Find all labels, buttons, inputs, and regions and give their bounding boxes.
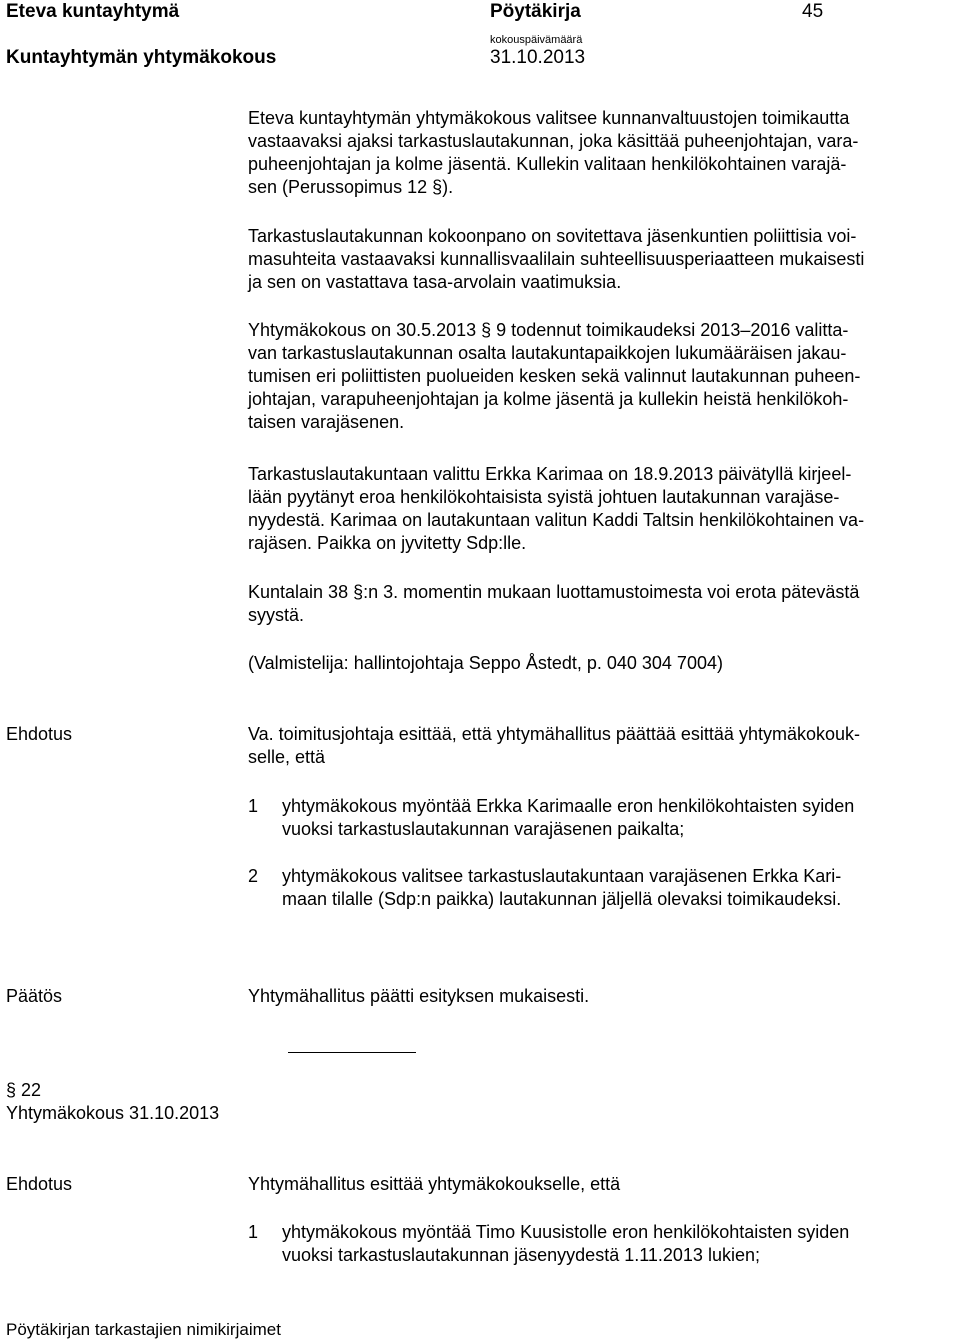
text-line: puheenjohtajan ja kolme jäsentä. Kullekin valitaan henkilökohtainen varajä- — [248, 154, 847, 174]
proposal-intro — [248, 723, 960, 769]
paragraph-previous-decision — [248, 319, 960, 434]
signatures-label: Pöytäkirjan tarkastajien nimikirjaimet — [6, 1320, 281, 1339]
text-line: sen (Perussopimus 12 §). — [248, 177, 454, 197]
text-line: tumisen eri poliittisten puolueiden kesken sekä valinnut lautakunnan puheen- — [248, 366, 861, 386]
text-line: masuhteita vastaavaksi kunnallisvaalilain suhteellisuusperiaatteen mukaisesti — [248, 249, 865, 269]
page-number: 45 — [802, 1, 824, 22]
organization-name: Eteva kuntayhtymä — [6, 1, 180, 22]
text-line: vuoksi tarkastuslautakunnan varajäsenen paikalta; — [282, 819, 685, 839]
list-item-number: 1 — [248, 1222, 259, 1242]
paragraph-resignation — [248, 463, 960, 555]
text-line: vastaavaksi ajaksi tarkastuslautakunnan, joka käsittää puheenjohtajan, vara- — [248, 131, 859, 151]
text-line: yhtymäkokous myöntää Timo Kuusistolle eron henkilökohtaisten syiden — [282, 1222, 850, 1242]
text-line: syystä. — [248, 605, 305, 625]
proposal-label: Ehdotus — [6, 724, 73, 744]
list-item-number: 2 — [248, 866, 259, 886]
text-line: nyydestä. Karimaa on lautakuntaan valitun Kaddi Taltsin henkilökohtainen va- — [248, 510, 865, 530]
section-divider — [288, 1052, 416, 1053]
text-line: Eteva kuntayhtymän yhtymäkokous valitsee kunnanvaltuustojen toimikautta — [248, 108, 850, 128]
meeting-date: 31.10.2013 — [490, 47, 586, 68]
text-line: yhtymäkokous valitsee tarkastuslautakuntaan varajäsenen Erkka Kari- — [282, 866, 842, 886]
text-line: rajäsen. Paikka on jyvitetty Sdp:lle. — [248, 533, 527, 553]
paragraph-municipal-law — [248, 581, 960, 627]
paragraph-election — [248, 107, 960, 199]
text-line: Tarkastuslautakuntaan valittu Erkka Karimaa on 18.9.2013 päivätyllä kirjeel- — [248, 464, 852, 484]
decision-label: Päätös — [6, 986, 63, 1006]
text-line: Va. toimitusjohtaja esittää, että yhtymähallitus päättää esittää yhtymäkokouk- — [248, 724, 860, 744]
meeting-name: Kuntayhtymän yhtymäkokous — [6, 47, 277, 68]
text-line: taisen varajäsenen. — [248, 412, 405, 432]
list-item-number: 1 — [248, 796, 259, 816]
text-line: selle, että — [248, 747, 326, 767]
proposal-intro — [248, 1173, 960, 1196]
preparer-note — [248, 652, 960, 675]
text-line: Yhtymäkokous on 30.5.2013 § 9 todennut toimikaudeksi 2013–2016 valitta- — [248, 320, 849, 340]
text-line: van tarkastuslautakunnan osalta lautakuntapaikkojen lukumääräisen jakau- — [248, 343, 847, 363]
section-reference: § 22 — [6, 1080, 42, 1100]
decision-text — [248, 985, 960, 1008]
proposal-label: Ehdotus — [6, 1174, 73, 1194]
paragraph-composition — [248, 225, 960, 294]
meeting-reference: Yhtymäkokous 31.10.2013 — [6, 1103, 220, 1123]
text-line: Tarkastuslautakunnan kokoonpano on sovitettava jäsenkuntien poliittisia voi- — [248, 226, 857, 246]
text-line: Kuntalain 38 §:n 3. momentin mukaan luottamustoimesta voi erota pätevästä — [248, 582, 860, 602]
document-type: Pöytäkirja — [490, 1, 581, 22]
list-item — [282, 795, 854, 841]
text-line: Yhtymähallitus päätti esityksen mukaisesti. — [248, 986, 590, 1006]
date-caption: kokouspäivämäärä — [490, 34, 583, 46]
text-line: Yhtymähallitus esittää yhtymäkokoukselle, että — [248, 1174, 621, 1194]
list-item — [282, 865, 841, 911]
text-line: yhtymäkokous myöntää Erkka Karimaalle eron henkilökohtaisten syiden — [282, 796, 855, 816]
text-line: ja sen on vastattava tasa-arvolain vaatimuksia. — [248, 272, 622, 292]
text-line: johtajan, varapuheenjohtajan ja kolme jäsentä ja kullekin heistä henkilökoh- — [248, 389, 849, 409]
text-line: lään pyytänyt eroa henkilökohtaisista syistä johtuen lautakunnan varajäse- — [248, 487, 840, 507]
list-item — [282, 1221, 849, 1267]
text-line: maan tilalle (Sdp:n paikka) lautakunnan jäljellä olevaksi toimikaudeksi. — [282, 889, 842, 909]
text-line: vuoksi tarkastuslautakunnan jäsenyydestä 1.11.2013 lukien; — [282, 1245, 760, 1265]
text-line: (Valmistelija: hallintojohtaja Seppo Åstedt, p. 040 304 7004) — [248, 653, 723, 673]
